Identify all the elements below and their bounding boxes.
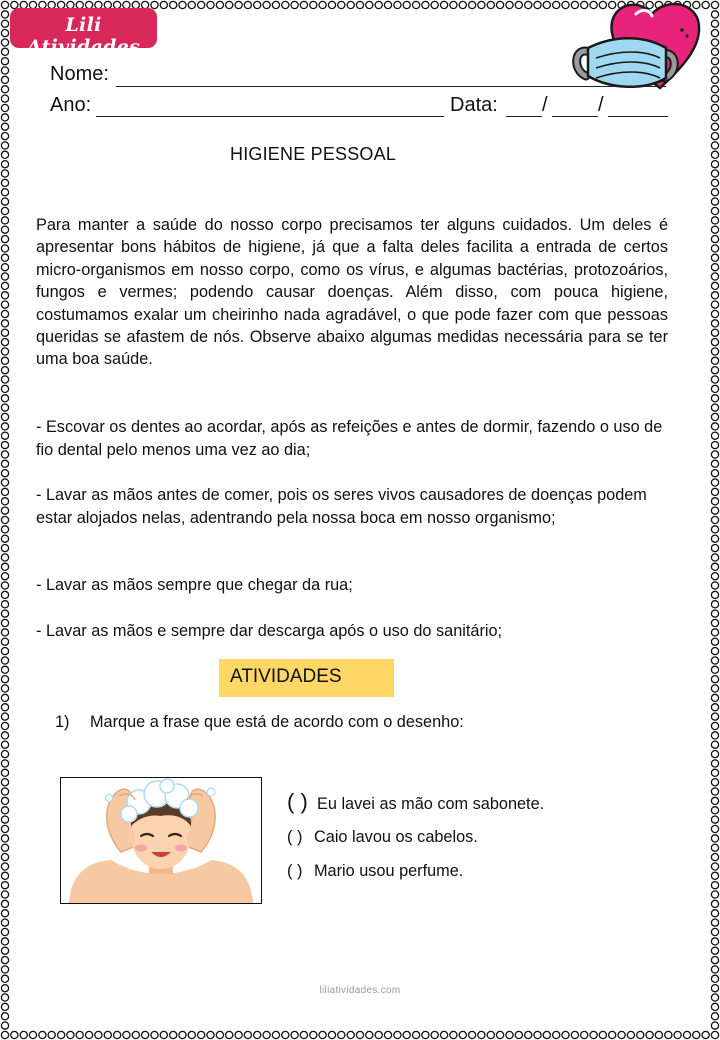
list-item: - Escovar os dentes ao acordar, após as refeições e antes de dormir, fazendo o uso de fio dental pelo menos uma vez ao dia; [36, 418, 663, 459]
heart-mask-decoration [566, 0, 716, 95]
year-field[interactable] [96, 116, 444, 117]
footer-website: liliatividades.com [319, 985, 401, 996]
list-item: - Lavar as mãos antes de comer, pois os seres vivos causadores de doenças podem estar alojados nelas, adentrando pela nossa boca em nosso organismo; [36, 486, 647, 527]
brand-logo [10, 8, 157, 58]
activities-heading [219, 659, 394, 697]
name-field[interactable] [116, 86, 666, 87]
illustration-frame [60, 777, 262, 904]
face-mask-icon [577, 38, 675, 87]
date-separator: / [598, 94, 604, 116]
option-checkbox[interactable]: ( ) [287, 828, 303, 846]
question-number: 1) [55, 713, 70, 731]
list-item: - Lavar as mãos e sempre dar descarga após o uso do sanitário; [36, 622, 503, 640]
brand-name: Lili Atividades [26, 14, 141, 58]
list-item: - Lavar as mãos sempre que chegar da rua; [36, 576, 353, 594]
option-text: Eu lavei as mão com sabonete. [317, 795, 545, 813]
option-text: Mario usou perfume. [314, 862, 464, 880]
option-2[interactable] [287, 828, 478, 847]
activities-label: ATIVIDADES [230, 666, 342, 687]
date-label: Data: [450, 94, 498, 116]
question-text: Marque a frase que está de acordo com o desenho: [90, 713, 464, 731]
year-label: Ano: [50, 94, 92, 116]
option-text: Caio lavou os cabelos. [314, 828, 478, 846]
intro-paragraph: Para manter a saúde do nosso corpo precisamos ter alguns cuidados. Um deles é apresentar bons hábitos de higiene, já que a falta deles facilita a entrada de certos micro-organismos em nosso corpo, como os vírus, e algumas bactérias, protozoários, fungos e vermes; podendo causar doenças. Além disso, com pouca higiene, costumamos exalar um cheirinho nada agradável, o que pode fazer com que pessoas queridas se afastem de nós. Observe abaixo algumas medidas necessária para se ter uma boa saúde. [36, 216, 668, 369]
date-month-field[interactable] [552, 116, 598, 117]
page-title: HIGIENE PESSOAL [230, 144, 397, 164]
date-year-field[interactable] [608, 116, 668, 117]
option-1[interactable] [287, 789, 544, 815]
date-separator: / [542, 94, 548, 116]
boy-washing-hair-illustration [61, 778, 261, 903]
option-3[interactable] [287, 862, 463, 881]
name-label: Nome: [50, 63, 109, 85]
option-checkbox[interactable]: ( ) [287, 862, 303, 880]
date-day-field[interactable] [506, 116, 542, 117]
option-checkbox[interactable]: ( ) [287, 789, 308, 814]
